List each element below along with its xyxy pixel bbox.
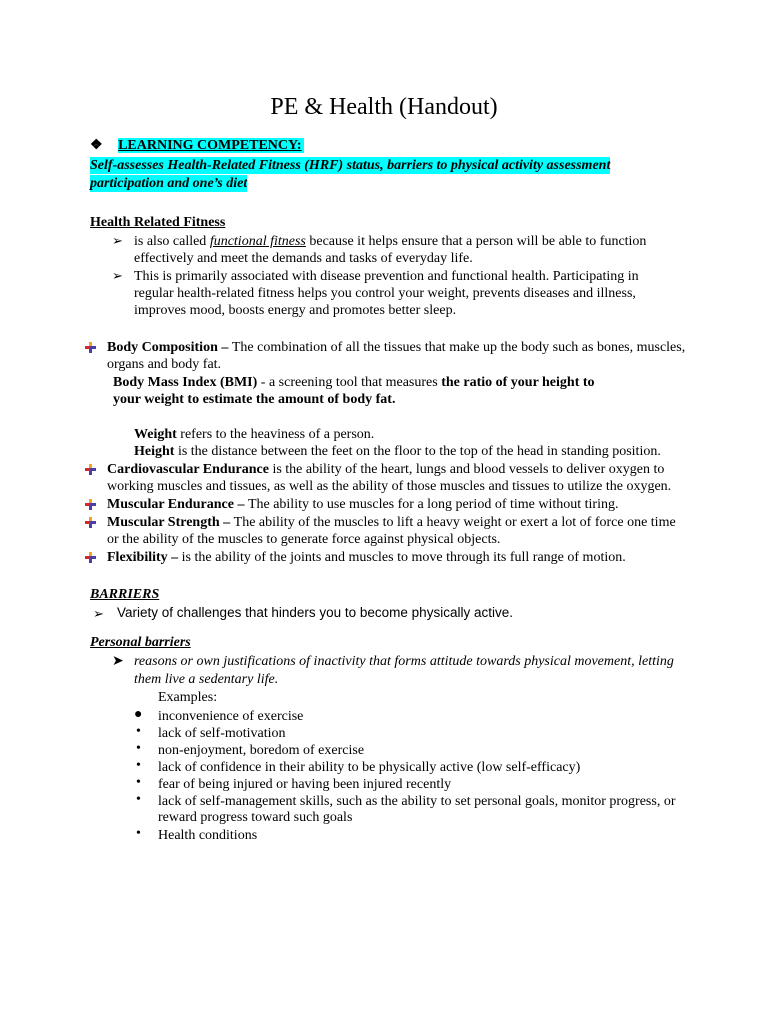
muscular-strength-line2: or the ability of the muscles to generate force against physical objects. <box>107 532 501 547</box>
dash: – <box>167 550 182 565</box>
example-item: lack of confidence in their ability to be physically active (low self-efficacy) <box>158 760 581 775</box>
functional-fitness-term: functional fitness <box>209 234 306 249</box>
page-title: PE & Health (Handout) <box>270 94 498 120</box>
muscular-strength-line1 <box>107 514 676 531</box>
cardio-line1 <box>107 461 664 478</box>
hrf-heading: Health Related Fitness <box>90 215 226 230</box>
body-composition-text: The combination of all the tissues that make up the body such as bones, muscles, <box>231 340 686 355</box>
height-text: is the distance between the feet on the floor to the top of the head in standing position. <box>174 444 661 459</box>
hrf-bullet-1-post: because it helps ensure that a person will be able to function <box>305 234 647 249</box>
competency-heading-row <box>90 137 304 154</box>
example-item-continued: reward progress toward such goals <box>158 810 353 825</box>
bmi-line2: your weight to estimate the amount of body fat. <box>113 392 396 407</box>
hrf-bullet-1-pre: is also called <box>134 234 210 249</box>
dash: – <box>233 497 248 512</box>
plus-bullet-icon <box>85 517 96 528</box>
bmi-term: Body Mass Index (BMI) <box>113 375 258 390</box>
arrow-icon: ➢ <box>112 233 123 248</box>
weight-text: refers to the heaviness of a person. <box>176 427 375 442</box>
cardio-line2: working muscles and tissues, as well as the ability of those muscles and tissues to utilize the oxygen. <box>107 479 672 494</box>
diamond-icon: ❖ <box>90 138 103 153</box>
muscular-strength-term: Muscular Strength <box>107 515 220 530</box>
arrow-icon: ➢ <box>93 606 104 621</box>
competency-text-line2: participation and one’s diet <box>90 176 248 191</box>
height-definition <box>134 443 661 460</box>
dash: – <box>219 515 234 530</box>
bullet-icon: • <box>136 826 141 841</box>
arrow-icon: ➢ <box>112 268 123 283</box>
bmi-text: - a screening tool that measures <box>257 375 442 390</box>
hrf-bullet-2-line2: regular health-related fitness helps you control your weight, prevents diseases and illness, <box>134 286 636 301</box>
bmi-bold-text: the ratio of your height to <box>441 375 595 390</box>
plus-bullet-icon <box>85 499 96 510</box>
muscular-endurance-text: The ability to use muscles for a long period of time without tiring. <box>247 497 619 512</box>
example-item: inconvenience of exercise <box>158 709 304 724</box>
personal-barriers-line2: them live a sedentary life. <box>134 672 279 687</box>
bullet-icon: • <box>136 758 141 773</box>
body-composition-line1 <box>107 339 685 356</box>
barriers-heading: BARRIERS <box>90 587 160 602</box>
personal-barriers-heading: Personal barriers <box>90 635 191 650</box>
muscular-strength-text: The ability of the muscles to lift a heavy weight or exert a lot of force one time <box>233 515 676 530</box>
flexibility-text: is the ability of the joints and muscles to move through its full range of motion. <box>181 550 626 565</box>
cardio-text: is the ability of the heart, lungs and blood vessels to deliver oxygen to <box>268 462 665 477</box>
personal-barriers-line1: reasons or own justifications of inactivity that forms attitude towards physical movement, letting <box>134 654 674 669</box>
hrf-bullet-2-line3: improves mood, boosts energy and promotes better sleep. <box>134 303 457 318</box>
bmi-line1 <box>113 374 595 391</box>
arrowhead-icon: ➤ <box>112 654 124 669</box>
plus-bullet-icon <box>85 552 96 563</box>
flexibility-term: Flexibility <box>107 550 168 565</box>
hrf-bullet-1-line2: effectively and meet the demands and tasks of everyday life. <box>134 251 473 266</box>
muscular-endurance-term: Muscular Endurance <box>107 497 234 512</box>
muscular-endurance <box>107 496 618 513</box>
plus-bullet-icon <box>85 464 96 475</box>
plus-bullet-icon <box>85 342 96 353</box>
body-composition-term: Body Composition <box>107 340 218 355</box>
bullet-icon: • <box>136 741 141 756</box>
example-item: non-enjoyment, boredom of exercise <box>158 743 365 758</box>
flexibility <box>107 549 626 566</box>
bullet-icon: ● <box>134 707 143 722</box>
weight-term: Weight <box>134 427 177 442</box>
example-item: lack of self-motivation <box>158 726 286 741</box>
cardio-term: Cardiovascular Endurance <box>107 462 269 477</box>
competency-heading: LEARNING COMPETENCY: <box>118 138 302 153</box>
barriers-text: Variety of challenges that hinders you to become physically active. <box>117 605 513 620</box>
bullet-icon: • <box>136 775 141 790</box>
example-item: Health conditions <box>158 828 258 843</box>
example-item: fear of being injured or having been injured recently <box>158 777 452 792</box>
dash: – <box>217 340 232 355</box>
competency-text-line1: Self-assesses Health-Related Fitness (HRF) status, barriers to physical activity assessment <box>90 158 611 173</box>
weight-definition <box>134 426 374 443</box>
examples-label: Examples: <box>158 690 218 705</box>
hrf-bullet-2-line1: This is primarily associated with disease prevention and functional health. Participating in <box>134 269 639 284</box>
hrf-bullet-1-line1 <box>134 233 646 250</box>
bullet-icon: • <box>136 724 141 739</box>
example-item: lack of self-management skills, such as the ability to set personal goals, monitor progress, or <box>158 794 676 809</box>
height-term: Height <box>134 444 175 459</box>
body-composition-line2: organs and body fat. <box>107 357 222 372</box>
bullet-icon: • <box>136 792 141 807</box>
